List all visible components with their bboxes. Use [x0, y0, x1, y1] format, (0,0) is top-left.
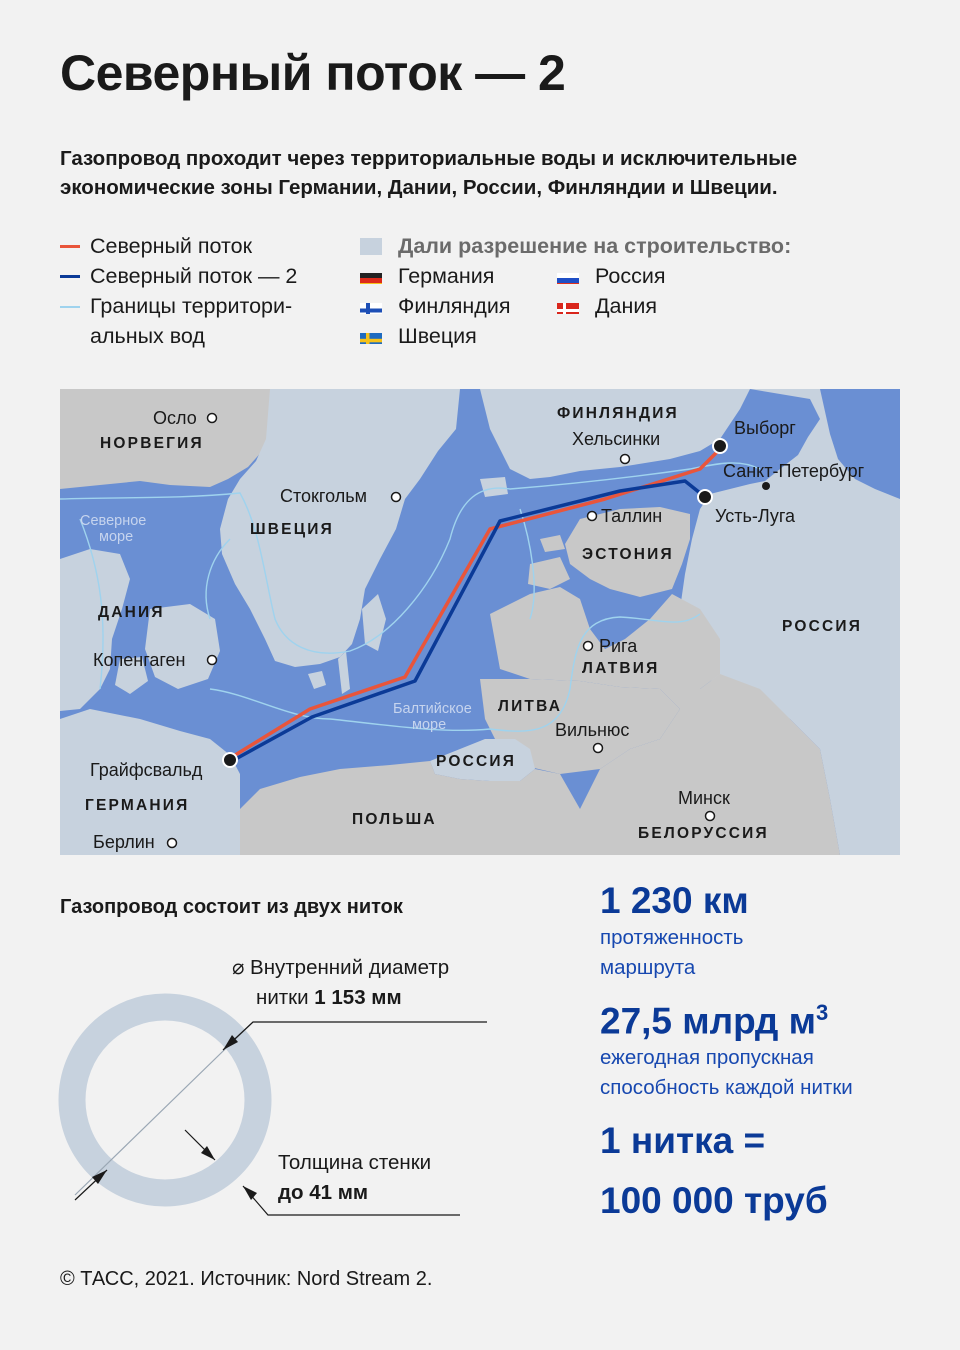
- legend-label: альных вод: [90, 324, 205, 348]
- riga-marker-icon: [584, 642, 593, 651]
- legend-country-denmark: [557, 294, 657, 319]
- legend-label: Границы территори-: [90, 294, 293, 318]
- diameter-value-row: [256, 983, 402, 1013]
- sea-label-baltic: Балтийское: [393, 701, 472, 717]
- stockholm-marker-icon: [392, 493, 401, 502]
- diameter-label: [232, 953, 449, 983]
- sea-label-north: Северное: [80, 513, 147, 529]
- wall-value: до 41 мм: [278, 1181, 369, 1204]
- city-label-tallinn: Таллин: [601, 506, 663, 526]
- city-label-helsinki: Хельсинки: [572, 429, 661, 449]
- diameter-icon: ⌀: [232, 956, 245, 979]
- wall-label: Толщина стенки: [278, 1151, 432, 1174]
- legend-country-russia: [557, 264, 666, 289]
- stat-capacity-value: [600, 1000, 828, 1042]
- city-label-vilnius: Вильнюс: [555, 720, 630, 740]
- orange-line-icon: [60, 245, 80, 248]
- stat-length-value: 1 230 км: [600, 880, 749, 921]
- wall-arrow-outer-icon: [243, 1186, 257, 1200]
- stat-caption-line: протяженность: [600, 926, 744, 949]
- pipe-cross-section-diagram: [55, 990, 495, 1230]
- legend-country-finland: [360, 294, 511, 319]
- city-label-berlin: Берлин: [93, 832, 155, 852]
- stat-capacity-sup: 3: [815, 1000, 829, 1025]
- city-label-ust-luga: Усть-Луга: [715, 506, 796, 526]
- legend-label: Северный поток: [90, 234, 252, 258]
- stat-pipes-line2: 100 000 труб: [600, 1180, 828, 1221]
- diameter-label-text: Внутренний диаметр: [250, 956, 450, 979]
- legend-country-sweden: [360, 324, 477, 349]
- city-label-riga: Рига: [599, 636, 638, 656]
- oland: [338, 651, 350, 694]
- legend-label: Россия: [595, 264, 666, 288]
- legend-label-continued: [90, 324, 205, 349]
- tallinn-marker-icon: [588, 512, 597, 521]
- legend-permits-title: [360, 234, 791, 259]
- diameter-leader: [223, 1022, 487, 1050]
- stat-caption-line: маршрута: [600, 956, 696, 979]
- sea-label-baltic-2: море: [412, 717, 447, 733]
- berlin-marker-icon: [168, 839, 177, 848]
- finland-flag-icon: [360, 299, 382, 314]
- diameter-prefix: нитки: [256, 986, 309, 1009]
- country-label-denmark: ДАНИЯ: [98, 604, 165, 621]
- city-label-greifswald: Грайфсвальд: [90, 760, 203, 780]
- legend-country-germany: [360, 264, 494, 289]
- legend-label: Дали разрешение на строительство:: [398, 234, 792, 258]
- stat-caption-line: способность каждой нитки: [600, 1076, 853, 1099]
- legend-label: Швеция: [398, 324, 477, 348]
- legend-label: Германия: [398, 264, 495, 288]
- city-label-oslo: Осло: [153, 408, 197, 428]
- copenhagen-marker-icon: [208, 656, 217, 665]
- country-label-latvia: ЛАТВИЯ: [582, 660, 660, 677]
- ust-luga-endpoint-icon: [698, 490, 712, 504]
- country-label-kaliningrad: РОССИЯ: [436, 753, 517, 770]
- city-label-copenhagen: Копенгаген: [93, 650, 186, 670]
- aland: [480, 477, 508, 497]
- sweden-flag-icon: [360, 329, 382, 344]
- blue-line-icon: [60, 275, 80, 278]
- country-label-estonia: ЭСТОНИЯ: [582, 546, 674, 563]
- legend-item-nord-stream: [60, 234, 252, 259]
- country-label-norway: НОРВЕГИЯ: [100, 435, 204, 452]
- country-label-russia: РОССИЯ: [782, 618, 863, 635]
- helsinki-marker-icon: [621, 455, 630, 464]
- pipe-section-title: Газопровод состоит из двух ниток: [60, 896, 403, 918]
- stat-capacity-number: 27,5 млрд м: [600, 1000, 816, 1042]
- vilnius-marker-icon: [594, 744, 603, 753]
- light-blue-line-icon: [60, 306, 80, 308]
- legend-label: Северный поток — 2: [90, 264, 298, 288]
- pipe-ring: [72, 1007, 258, 1193]
- country-label-lithuania: ЛИТВА: [498, 698, 563, 715]
- germany-flag-icon: [360, 269, 382, 284]
- vyborg-endpoint-icon: [713, 439, 727, 453]
- baltic-map: [60, 389, 900, 855]
- stat-length-caption: [600, 923, 940, 983]
- subtitle: Газопровод проходит через территориальные воды и исключительные экономические зоны Германии, Дании, России, Финляндии и Швеции.: [60, 147, 798, 199]
- diameter-value: 1 153 мм: [314, 986, 402, 1009]
- gotland: [362, 594, 386, 651]
- legend-item-nord-stream-2: [60, 264, 297, 289]
- city-label-vyborg: Выборг: [734, 418, 796, 438]
- hiiumaa: [540, 535, 565, 552]
- oslo-marker-icon: [208, 414, 217, 423]
- city-label-minsk: Минск: [678, 788, 730, 808]
- legend-label: Дания: [595, 294, 658, 318]
- stat-capacity-caption: [600, 1043, 940, 1103]
- footer-credit: © ТАСС, 2021. Источник: Nord Stream 2.: [60, 1268, 433, 1290]
- russia-flag-icon: [557, 269, 579, 284]
- legend-item-water-borders: [60, 294, 292, 319]
- country-label-belarus: БЕЛОРУССИЯ: [638, 825, 769, 842]
- stat-pipes-line1: 1 нитка =: [600, 1120, 766, 1161]
- country-label-finland: ФИНЛЯНДИЯ: [557, 405, 679, 422]
- bornholm: [308, 671, 326, 689]
- denmark-flag-icon: [557, 299, 579, 314]
- country-label-poland: ПОЛЬША: [352, 811, 437, 828]
- st-petersburg-marker-icon: [762, 482, 770, 490]
- minsk-marker-icon: [706, 812, 715, 821]
- sea-label-north-2: море: [99, 529, 134, 545]
- country-label-germany: ГЕРМАНИЯ: [85, 797, 190, 814]
- city-label-st-petersburg: Санкт-Петербург: [723, 461, 865, 481]
- poland-land: [240, 761, 580, 855]
- legend-label: Финляндия: [398, 294, 511, 318]
- stat-caption-line: ежегодная пропускная: [600, 1046, 814, 1069]
- page-title: Северный поток — 2: [60, 45, 566, 101]
- city-label-stockholm: Стокгольм: [280, 486, 367, 506]
- permit-swatch-icon: [360, 238, 382, 255]
- greifswald-endpoint-icon: [223, 753, 237, 767]
- country-label-sweden: ШВЕЦИЯ: [250, 521, 334, 538]
